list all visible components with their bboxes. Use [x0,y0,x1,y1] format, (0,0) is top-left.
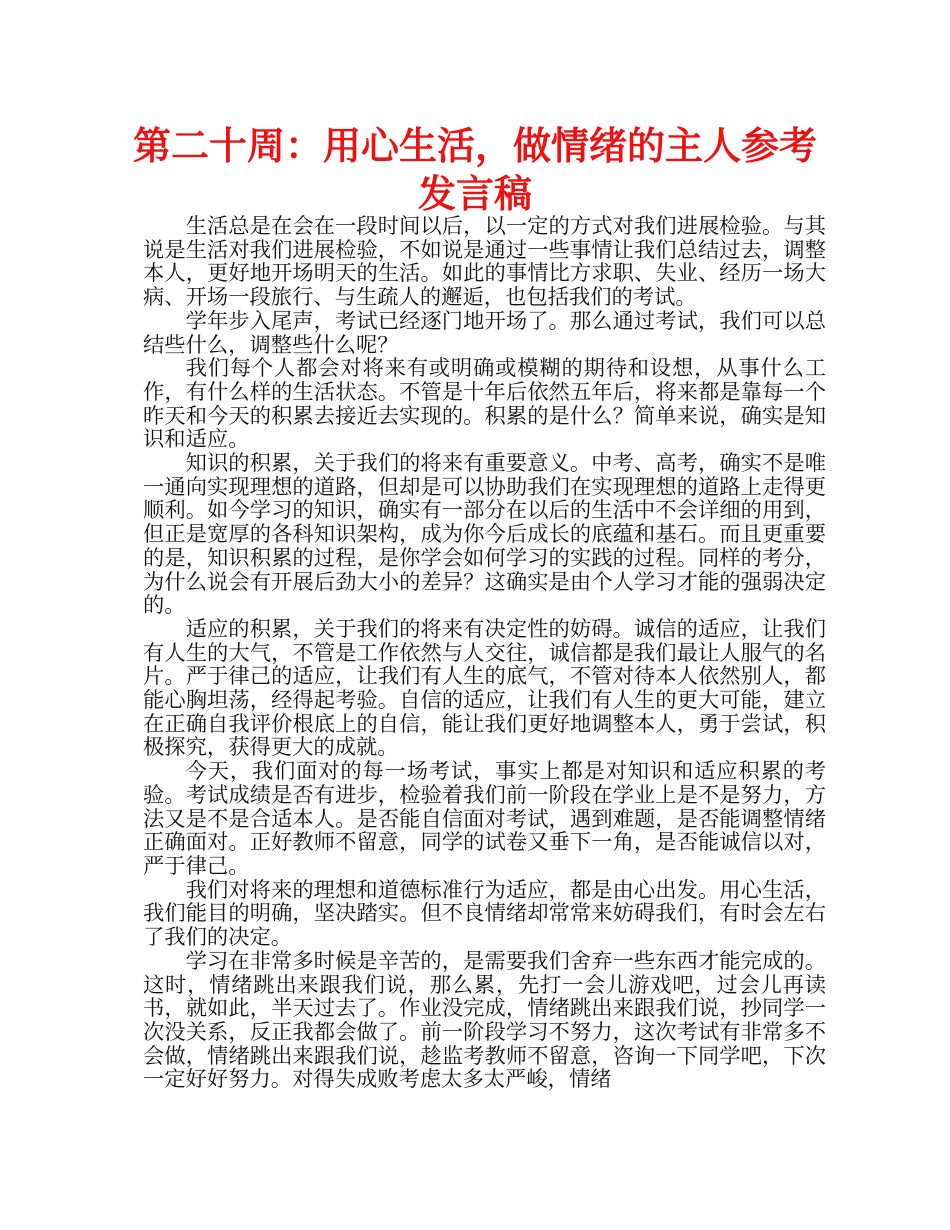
paragraph: 我们每个人都会对将来有或明确或模糊的期待和设想，从事什么工作，有什么样的生活状态。不管是十年后依然五年后，将来都是靠每一个昨天和今天的积累去接近去实现的。积累的是什么？简单来说，确实是知识和适应。 [143,356,826,453]
paragraph: 学习在非常多时候是辛苦的，是需要我们舍弃一些东西才能完成的。这时，情绪跳出来跟我们说，那么累，先打一会儿游戏吧，过会儿再读书，就如此，半天过去了。作业没完成，情绪跳出来跟我们说，抄同学一次没关系，反正我都会做了。前一阶段学习不努力，这次考试有非常多不会做，情绪跳出来跟我们说，趁监考教师不留意，咨询一下同学吧，下次一定好好努力。对得失成败考虑太多太严峻，情绪 [143,948,826,1093]
paragraph: 我们对将来的理想和道德标准行为适应，都是由心出发。用心生活，我们能目的明确，坚决踏实。但不良情绪却常常来妨碍我们，有时会左右了我们的决定。 [143,877,826,951]
paragraph: 生活总是在会在一段时间以后，以一定的方式对我们进展检验。与其说是生活对我们进展检验，不如说是通过一些事情让我们总结过去，调整本人，更好地开场明天的生活。如此的事情比方求职、失业、经历一场大病、开场一段旅行、与生疏人的邂逅，也包括我们的考试。 [143,214,826,311]
paragraph: 适应的积累，关于我们的将来有决定性的妨碍。诚信的适应，让我们有人生的大气，不管是工作依然与人交往，诚信都是我们最让人服气的名片。严于律己的适应，让我们有人生的底气，不管对待本人依然别人，都能心胸坦荡，经得起考验。自信的适应，让我们有人生的更大可能，建立在正确自我评价根底上的自信，能让我们更好地调整本人，勇于尝试，积极探究，获得更大的成就。 [143,616,826,761]
paragraph: 知识的积累，关于我们的将来有重要意义。中考、高考，确实不是唯一通向实现理想的道路，但却是可以协助我们在实现理想的道路上走得更顺利。如今学习的知识，确实有一部分在以后的生活中不会详细的用到，但正是宽厚的各科知识架构，成为你今后成长的底蕴和基石。而且更重要的是，知识积累的过程，是你学会如何学习的实践的过程。同样的考分，为什么说会有开展后劲大小的差异？这确实是由个人学习才能的强弱决定的。 [143,451,826,619]
paragraph: 今天，我们面对的每一场考试，事实上都是对知识和适应积累的考验。考试成绩是否有进步，检验着我们前一阶段在学业上是不是努力，方法又是不是合适本人。是否能自信面对考试，遇到难题，是否能调整情绪正确面对。正好教师不留意，同学的试卷又垂下一角，是否能诚信以对，严于律己。 [143,759,826,879]
page-title: 第二十周：用心生活，做情绪的主人参考发言稿 [132,124,817,216]
document-body [143,215,826,1092]
paragraph: 学年步入尾声，考试已经逐门地开场了。那么通过考试，我们可以总结些什么，调整些什么呢？ [143,308,826,358]
